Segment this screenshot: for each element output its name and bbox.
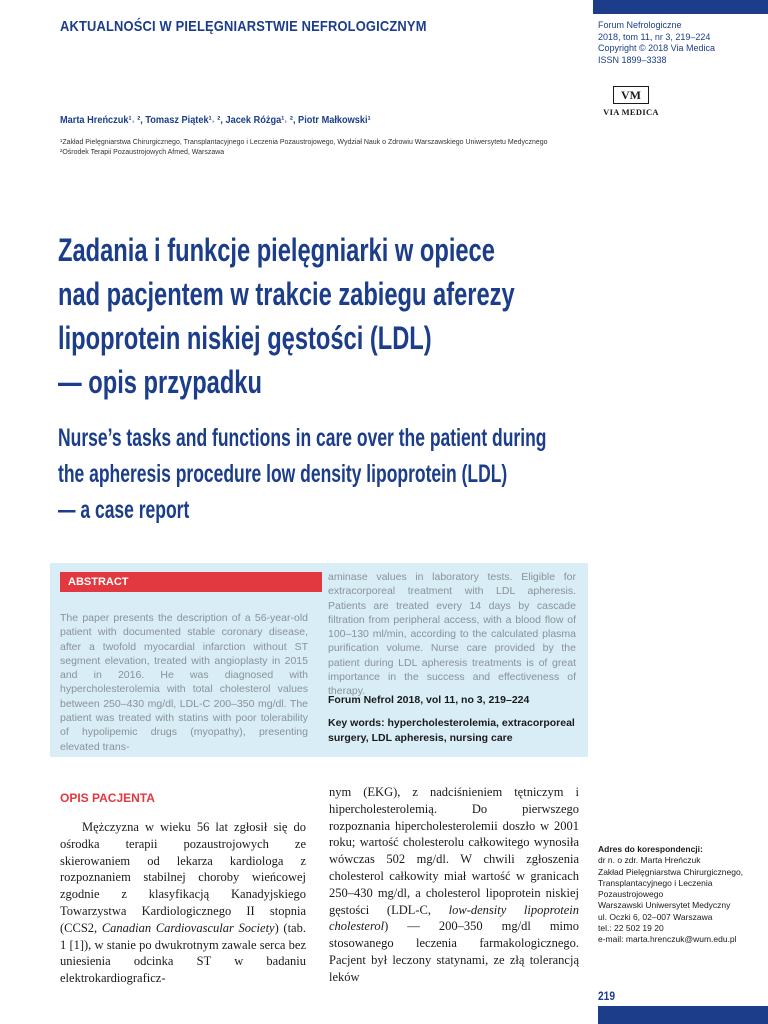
citation: Forum Nefrol 2018, vol 11, no 3, 219–224 (328, 694, 530, 706)
correspondence-line: Zakład Pielęgniarstwa Chirurgicznego, (598, 866, 744, 877)
body-italic: Canadian Cardiovascular Society (101, 920, 275, 935)
journal-line: Copyright © 2018 Via Medica (598, 43, 716, 53)
title-english (58, 420, 546, 528)
affiliations (60, 138, 580, 158)
section-heading: OPIS PACJENTA (60, 791, 155, 805)
body-text: ) (tab. 1 [1]), w stanie po dwukrotnym zawale serca bez uniesienia odcinka ST w badaniu elektrokardiograficz- (60, 920, 306, 986)
body-italic: low-density lipoprotein cholesterol (329, 902, 579, 934)
page-number: 219 (598, 989, 616, 1003)
abstract-text-left: The paper presents the description of a 56-year-old patient with documented stable coronary disease, after a twofold myocardial infarction without ST segment elevation, treated with angioplasty in 2015 and in 2016. He was diagnosed with hypercholesterolemia with total cholesterol values between 250–430 mg/dl, LDL-C 200–350 mg/dl. The patient was treated with statins with poor tolerability of hypolipemic drugs (myopathy), presenting elevated trans- (60, 612, 308, 753)
header-color-bar (593, 0, 768, 14)
correspondence-heading: Adres do korespondencji: (598, 844, 703, 854)
correspondence-line: tel.: 22 502 19 20 (598, 923, 664, 934)
body-column-right (329, 784, 579, 986)
publisher-logo (598, 86, 664, 117)
footer-color-bar (598, 1006, 768, 1024)
journal-line: ISSN 1899–3338 (598, 54, 667, 65)
body-text: nym (EKG), z nadciśnieniem tętniczym i hipercholesterolemią. Do pierwszego rozpoznania hipercholesterolemii doszło w 2001 roku; wartość cholesterolu całkowitego wynosiła wówczas 502 mg/dl. W chwili zgłoszenia cholesterol całkowity miał wartość w granicach 250–430 mg/dl, a cholesterol lipoprotein niskiej gęstości (LDL-C, (329, 785, 579, 917)
title-line: — opis przypadku (58, 364, 262, 400)
keywords: Key words: hypercholesterolemia, extracorporeal surgery, LDL apheresis, nursing care (328, 717, 575, 744)
authors: Marta Hreńczuk¹˒ ², Tomasz Piątek¹˒ ², Jacek Różga¹˒ ², Piotr Małkowski¹ (60, 115, 371, 126)
logo-text: VIA MEDICA (603, 107, 659, 117)
affiliation: ²Ośrodek Terapii Pozaustrojowych Afmed, Warszawa (60, 149, 225, 156)
correspondence-line: Transplantacyjnego i Leczenia (598, 877, 713, 888)
correspondence-line: ul. Oczki 6, 02–007 Warszawa (598, 911, 713, 922)
correspondence-email[interactable]: e-mail: marta.hrenczuk@wum.edu.pl (598, 934, 737, 945)
correspondence-line: dr n. o zdr. Marta Hreńczuk (598, 855, 701, 866)
correspondence-line: Warszawski Uniwersytet Medyczny (598, 900, 731, 911)
body-text: Mężczyzna w wieku 56 lat zgłosił się do ośrodka terapii pozaustrojowych ze skierowaniem od lekarza kardiologa z rozpoznaniem stabilnej choroby wieńcowej zgodnie z klasyfikacją Kanadyjskiego Towarzystwa Kardiologicznego II stopnia (CCS2, (60, 820, 306, 935)
title-polish (58, 228, 576, 404)
correspondence-line: Pozaustrojowego (598, 889, 664, 900)
journal-info (598, 20, 715, 66)
title-line: nad pacjentem w trakcie zabiegu aferezy (58, 276, 515, 312)
correspondence (598, 844, 763, 946)
body-text: ) — 200–350 mg/dl mimo stosowanego leczenia farmakologicznego. Pacjent był leczony statynami, ze złą tolerancją leków (329, 919, 579, 984)
title-line: Zadania i funkcje pielęgniarki w opiece (58, 232, 495, 268)
title-line: lipoprotein niskiej gęstości (LDL) (58, 320, 432, 356)
logo-mark: VM (613, 86, 649, 104)
journal-line: 2018, tom 11, nr 3, 219–224 (598, 31, 711, 42)
title-line: the apheresis procedure low density lipoprotein (LDL) (58, 460, 508, 488)
affiliation: ¹Zakład Pielęgniarstwa Chirurgicznego, Transplantacyjnego i Leczenia Pozaustrojowego, Wydział Nauk o Zdrowiu Warszawskiego Uniwersytetu Medycznego (60, 139, 548, 146)
title-line: Nurse’s tasks and functions in care over the patient during (58, 424, 547, 452)
journal-line: Forum Nefrologiczne (598, 20, 682, 30)
section-label: AKTUALNOŚCI W PIELĘGNIARSTWIE NEFROLOGICZNYM (60, 18, 427, 35)
abstract-text-right: aminase values in laboratory tests. Eligible for extracorporeal treatment with LDL apheresis. Patients are treated every 14 days by cascade filtration from peripheral access, with a blood flow of 100–130 ml/min, according to the calculated plasma purification volume. Nurse care provided by the patient during LDL apheresis treatments is of great importance in the success and effectiveness of therapy. (328, 571, 576, 698)
title-line: — a case report (58, 496, 190, 524)
body-column-left (60, 819, 306, 987)
abstract-badge: ABSTRACT (60, 572, 322, 592)
